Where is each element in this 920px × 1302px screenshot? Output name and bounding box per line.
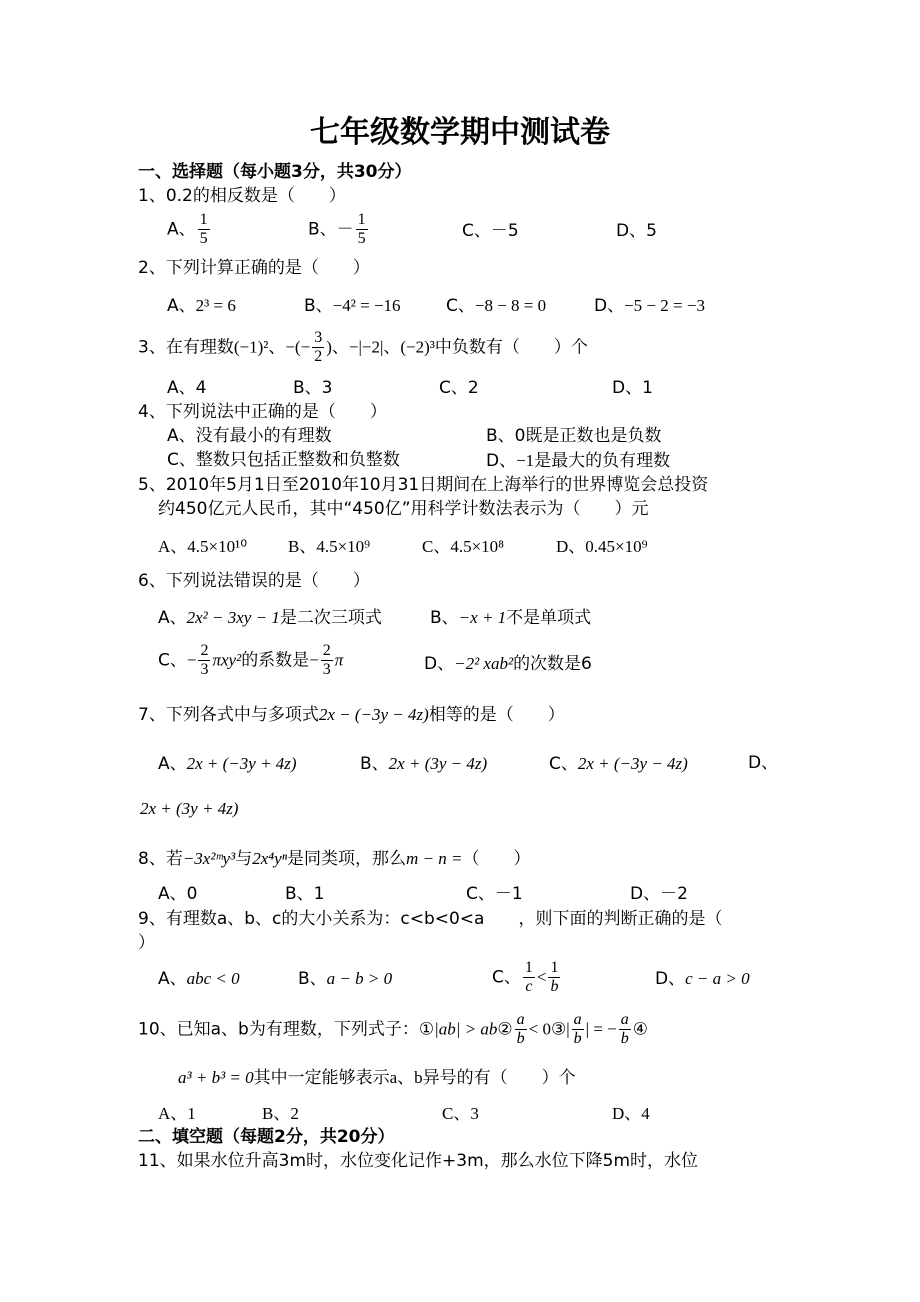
page-title: 七年级数学期中测试卷 [310,115,610,150]
q8-option-c: C、－1 [466,884,523,904]
q7-option-c: C、2x + (−3y − 4z) [549,754,688,774]
q2-option-d: D、−5 − 2 = −3 [594,296,705,316]
q5-option-b: B、4.5×10⁹ [288,537,371,556]
q2-option-b: B、−4² = −16 [304,296,401,316]
question-9-stem-line2: ） [138,933,155,953]
q6-option-c: C、− $\frac{2}{3}$ πxy²的系数是− $\frac{2}{3}$ π [158,642,344,678]
question-3-stem: 3、在有理数(−1)²、−(− $\frac{3}{2}$ )、−|−2|、(−2)³中负数有（ ）个 [138,329,588,365]
section-heading-fill: 二、填空题（每题2分，共20分） [138,1127,395,1147]
q6-option-d: D、−2² xab²的次数是6 [424,654,592,674]
q2-option-c: C、−8 − 8 = 0 [446,296,547,316]
q1-option-d: D、5 [616,221,657,241]
question-9-stem-line1: 9、有理数a、b、c的大小关系为：c<b<0<a ，则下面的判断正确的是（ [138,909,723,929]
question-2-stem: 2、下列计算正确的是（ ） [138,258,370,278]
q7-option-d-label: D、 [748,753,779,773]
q10-option-a: A、1 [158,1104,196,1123]
q10-option-b: B、2 [262,1104,299,1123]
q9-option-c: C、 $\frac{1}{c}$ < $\frac{1}{b}$ [492,959,559,995]
q2-option-a: A、2³ = 6 [167,296,236,316]
question-5-stem-line1: 5、2010年5月1日至2010年10月31日期间在上海举行的世界博览会总投资 [138,475,709,495]
q4-option-c: C、整数只包括正整数和负整数 [167,450,400,470]
q8-option-b: B、1 [285,884,325,904]
question-11-stem: 11、如果水位升高3m时，水位变化记作+3m，那么水位下降5m时，水位 [138,1151,699,1171]
q5-option-a: A、4.5×10¹⁰ [158,537,248,556]
q4-option-b: B、0既是正数也是负数 [486,426,662,446]
q3-option-d: D、1 [612,378,653,398]
question-4-stem: 4、下列说法中正确的是（ ） [138,402,387,422]
q6-option-a: A、2x² − 3xy − 1是二次三项式 [158,608,382,628]
question-7-stem: 7、下列各式中与多项式2x − (−3y − 4z)相等的是（ ） [138,705,565,725]
q8-option-a: A、0 [158,884,198,904]
q7-option-a: A、2x + (−3y + 4z) [158,754,297,774]
q3-option-b: B、3 [293,378,333,398]
q5-option-c: C、4.5×10⁸ [422,537,505,556]
question-1-stem: 1、0.2的相反数是（ ） [138,186,346,206]
question-5-stem-line2: 约450亿元人民币，其中“450亿”用科学计数法表示为（ ）元 [158,499,649,519]
q7-option-d-expression: 2x + (3y + 4z) [140,799,239,818]
q4-option-d: D、−1是最大的负有理数 [486,451,671,471]
q8-option-d: D、－2 [630,884,688,904]
question-6-stem: 6、下列说法错误的是（ ） [138,571,370,591]
q4-option-a: A、没有最小的有理数 [167,426,332,446]
question-8-stem: 8、若−3x²ᵐy³与2x⁴yⁿ是同类项，那么m − n =（ ） [138,849,531,869]
q10-option-c: C、3 [442,1104,479,1123]
q1-option-a: A、 $\frac{1}{5}$ [167,211,208,247]
q10-option-d: D、4 [612,1104,650,1123]
question-10-stem-line2: a³ + b³ = 0其中一定能够表示a、b异号的有（ ）个 [178,1068,576,1087]
q9-option-d: D、c − a > 0 [655,969,750,989]
q7-option-b: B、2x + (3y − 4z) [360,754,488,774]
q1-option-b: B、－ $\frac{1}{5}$ [308,211,366,247]
q6-option-b: B、−x + 1不是单项式 [430,608,592,628]
section-heading-choice: 一、选择题（每小题3分，共30分） [138,162,412,182]
q5-option-d: D、0.45×10⁹ [556,537,648,556]
q3-option-c: C、2 [439,378,479,398]
q3-option-a: A、4 [167,378,207,398]
q9-option-a: A、abc < 0 [158,969,240,989]
q9-option-b: B、a − b > 0 [298,969,393,989]
question-10-stem: 10、已知a、b为有理数，下列式子：①|ab| > ab② $\frac{a}{b}$ < 0③| $\frac{a}{b}$ | = − $\frac{a}{b}$ ④ [138,1011,648,1047]
q1-option-c: C、－5 [462,221,519,241]
